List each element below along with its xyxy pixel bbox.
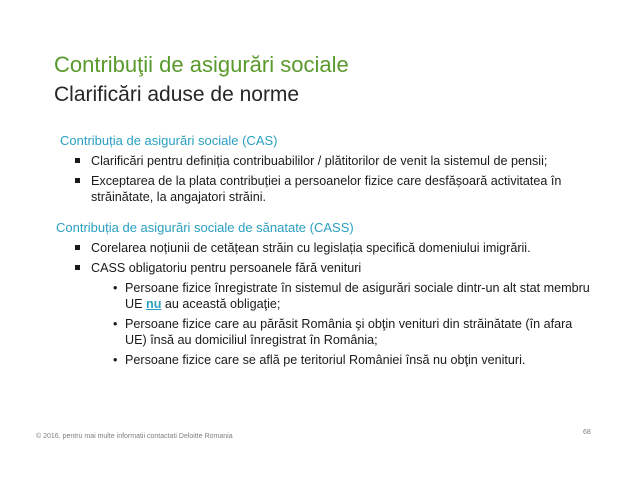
dot-bullet-icon: • [113, 353, 118, 367]
footer-text: © 2016. pentru mai multe informatii contactati Deloitte Romania [36, 433, 233, 440]
slide-title: Contribuţii de asigurări sociale [54, 52, 349, 77]
page-number: 68 [583, 429, 591, 436]
sub-item-text: Persoane fizice care au părăsit România şi obţin venituri din străinătate (în afara UE) însă au domiciliul înregistrat în România; [125, 317, 573, 347]
cass-bullet-list [73, 240, 593, 372]
cas-bullet-list [73, 153, 593, 209]
highlight-nu: nu [146, 297, 162, 311]
square-bullet-icon [75, 158, 80, 163]
sub-item-text-part1: Persoane fizice înregistrate în sistemul de asigurări sociale dintr-un alt stat membru UE [125, 281, 590, 311]
square-bullet-icon [75, 178, 80, 183]
list-item [73, 173, 593, 205]
section-heading-cas: Contribuția de asigurări sociale (CAS) [60, 133, 278, 148]
square-bullet-icon [75, 245, 80, 250]
list-item [73, 240, 593, 256]
list-item-text: Corelarea noțiunii de cetățean străin cu legislația specifică domeniului imigrării. [91, 241, 531, 255]
section-heading-cass: Contribuția de asigurări sociale de sănatate (CASS) [56, 220, 354, 235]
list-item [73, 153, 593, 169]
dot-bullet-icon: • [113, 317, 118, 331]
dot-bullet-icon: • [113, 281, 118, 295]
sub-item-text-part2: au această obligaţie; [161, 297, 281, 311]
list-item-text: Exceptarea de la plata contribuției a persoanelor fizice care desfășoară activitatea în străinătate, la angajatori străini. [91, 174, 562, 204]
sub-list-item [91, 316, 593, 348]
square-bullet-icon [75, 265, 80, 270]
list-item-text: Clarificări pentru definiția contribuabililor / plătitorilor de venit la sistemul de pensii; [91, 154, 548, 168]
sub-list-item [91, 280, 593, 312]
list-item [73, 260, 593, 368]
list-item-text: CASS obligatoriu pentru persoanele fără venituri [91, 261, 362, 275]
sub-item-text: Persoane fizice care se află pe teritoriul României însă nu obţin venituri. [125, 353, 526, 367]
sub-list-item [91, 352, 593, 368]
slide-subtitle: Clarificări aduse de norme [54, 83, 300, 106]
